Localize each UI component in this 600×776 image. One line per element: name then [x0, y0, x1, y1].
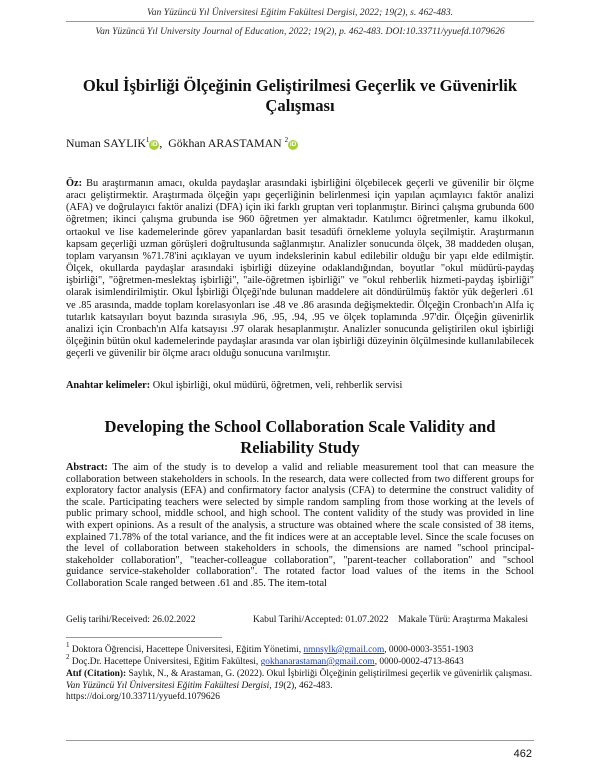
citation-issue: (2), 462-483.: [283, 680, 333, 691]
citation-text: Saylık, N., & Arastaman, G. (2022). Okul İşbirliği Ölçeğinin geliştirilmesi geçerlik ve güvenirlik çalışması.: [126, 669, 533, 679]
keywords-tr: [66, 380, 534, 391]
author-2-sup: 2: [284, 136, 289, 144]
keywords-text: Okul işbirliği, okul müdürü, öğretmen, veli, rehberlik servisi: [152, 380, 403, 391]
footnote-2-text: Doç.Dr. Hacettepe Üniversitesi, Eğitim Fakültesi,: [71, 657, 259, 667]
abstract-en: [66, 462, 534, 590]
author-line: Numan SAYLIK$^1$iD , Gökhan ARASTAMAN $^2$iD: [66, 136, 297, 150]
footnote-1-text: Doktora Öğrencisi, Hacettepe Üniversitesi, Eğitim Yönetimi,: [71, 645, 302, 655]
article-title-en: Developing the School Collaboration Scale Validity and Reliability Study: [104, 417, 496, 457]
page-number: 462: [513, 748, 532, 760]
abstract-tr-text: Bu araştırmanın amacı, okulda paydaşlar arasındaki işbirliğini ölçebilecek geçerli ve güvenilir bir ölçme aracı geliştirmektir. Araştırmada ölçeğin yapı geçerliğinin belirlenmesi için yapılan açımlayıcı faktör analizi (AFA) ve doğrulayıcı faktör analizi (DFA) için iki farklı gruptan veri toplanmıştır. Birinci çalışma grubunda 600 öğretmen; ikinci çalışma grubunda ise 960 öğretmen yer almaktadır. Katılımcı öğretmenler, kamu ilkokul, ortaokul ve lise kademelerinde görev yapanlardan basit tesadüfi örnekleme yoluyla seçilmiştir. Araştırmanın kapsam geçerliği uzman görüşleri doğrultusunda sağlanmıştır. Analizler sonucunda ölçek, 38 maddeden oluşan, toplam varyansın %71.78'ini açıklayan ve uyum indekslerinin kabul edilebilir olduğu bir yapı elde edilmiştir. Ölçek, okullarda paydaşlar arasındaki işbirliği düzeyine odaklandığından, boyutlar "okul müdürü-paydaş işbirliği", "öğretmen-meslektaş işbirliği", "aile-öğretmen işbirliği" ve "okul rehberlik hizmeti-paydaş işbirliği" olarak isimlendirilmiştir. Okul İşbirliği Ölçeği'nde bulunan maddelere ait döndürülmüş faktör yük değerleri .61 ve .85 arasında, madde toplam korelasyonları ise .48 ve .86 arasında değişmektedir. Ölçeğin Cronbach'ın Alfa iç tutarlık katsayıları boyut bazında sırasıyla .96, .95, .94, .95 ve ölçek toplamında .97'dir. Ölçeğin güvenirlik analizi için Cronbach'ın Alfa katsayısı .97 olarak hesaplanmıştır. Analizler sonucunda geliştirilen okul işbirliği ölçeğinin bütün okul kademelerinde paydaşlar arasında var olan işbirliği düzeyinin ölçülmesinde kullanılabilecek geçerli ve güvenilir bir ölçme aracı olduğu sonucuna varılmıştır.: [66, 178, 534, 360]
journal-header-en: Van Yüzüncü Yıl University Journal of Education, 2022; 19(2), p. 462-483. DOI:10.33711/yyuefd.1079626: [95, 26, 505, 37]
footnote-divider: [66, 637, 222, 638]
keywords-label: Anahtar kelimeler:: [66, 380, 151, 391]
footer-divider: [66, 740, 534, 741]
footnote-2-orcid: , 0000-0002-4713-8643: [374, 657, 464, 667]
citation-label: Atıf (Citation):: [66, 669, 127, 679]
journal-header-tr: Van Yüzüncü Yıl Üniversitesi Eğitim Fakültesi Dergisi, 2022; 19(2), s. 462-483.: [146, 7, 454, 18]
footnote-1-num: 1: [66, 641, 70, 649]
received-date: Geliş tarihi/Received: 26.02.2022: [66, 614, 196, 625]
abstract-tr: [66, 178, 534, 360]
citation-journal: Van Yüzüncü Yıl Üniversitesi Eğitim Fakültesi Dergisi, 19: [66, 680, 284, 691]
abstract-en-label: Abstract:: [66, 462, 108, 473]
author-2-name: Gökhan ARASTAMAN: [168, 136, 282, 150]
footnote-1: [66, 641, 534, 657]
footnote-2-num: 2: [66, 653, 70, 661]
author-1-sup: 1: [145, 136, 150, 144]
orcid-icon[interactable]: iD: [151, 141, 158, 148]
citation: [66, 669, 534, 704]
article-type: Makale Türü: Araştırma Makalesi: [398, 614, 529, 625]
orcid-icon[interactable]: iD: [289, 141, 297, 148]
footnote-1-orcid: , 0000-0003-3551-1903: [384, 645, 474, 655]
footnote-2: [66, 653, 534, 669]
abstract-tr-label: Öz:: [66, 178, 83, 189]
footnote-2-email-link[interactable]: gokhanarastaman@gmail.com: [260, 657, 375, 667]
article-title-tr: Okul İşbirliği Ölçeğinin Geliştirilmesi Geçerlik ve Güvenirlik Çalışması: [82, 76, 518, 115]
author-1-name: Numan SAYLIK: [66, 136, 146, 150]
abstract-en-text: The aim of the study is to develop a valid and reliable measurement tool that can measure the collaboration between stakeholders in schools. In the research, data were collected from two different groups for exploratory factor analysis (EFA) and confirmatory factor analysis (CFA) to determine the construct validity of the scale. Participating teachers were selected by simple random sampling from those working at the levels of public primary school, middle school, and high school. The content validity of the study was provided in line with expert opinions. As a result of the analysis, a structure was obtained where the scale consisted of 38 items, explained 71.78% of the total variance, and the fit indices were at an acceptable level. Since the scale focuses on the level of collaboration between stakeholders in schools, the dimensions are named "school principal-stakeholder collaboration", "teacher-colleague collaboration", "parent-teacher collaboration" and "school guidance service-stakeholder collaboration". The rotated factor load values of the items in the School Collaboration Scale ranged between .61 and .85. The item-total: [66, 462, 535, 589]
header-divider: [66, 21, 534, 22]
citation-doi-link[interactable]: https://doi.org/10.33711/yyuefd.1079626: [66, 692, 220, 703]
footnote-1-email-link[interactable]: nmnsylk@gmail.com: [303, 645, 385, 655]
accepted-date: Kabul Tarihi/Accepted: 01.07.2022: [253, 614, 389, 625]
